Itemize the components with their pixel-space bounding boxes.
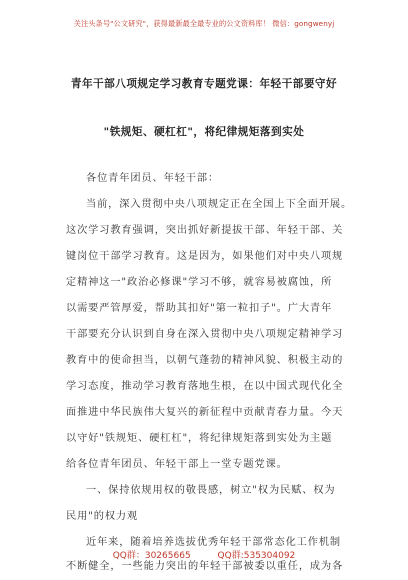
body-line: 当前，深入贯彻中央八项规定正在全国上下全面开展。 — [86, 199, 353, 210]
body-line: 不断健全，一些能力突出的年轻干部被委以重任，成为各 — [66, 561, 344, 572]
section-heading-line: 一、保持依规用权的敬畏感，树立"权为民赋、权为 — [86, 485, 336, 496]
body-line: 键岗位干部学习教育。这是因为，如果他们对中央八项规 — [66, 251, 344, 262]
body-line: 面推进中华民族伟大复兴的新征程中贡献青春力量。今天 — [66, 407, 344, 418]
section-heading-line: 民用"的权力观 — [66, 511, 139, 522]
body-line: 各位青年团员、年轻干部： — [86, 173, 220, 184]
body-line: 以需要严管厚爱，帮助其扣好"第一粒扣子"。广大青年 — [66, 303, 333, 314]
body-line: 学习态度，推动学习教育落地生根，在以中国式现代化全 — [66, 381, 344, 392]
footer-qq-groups — [0, 548, 408, 561]
header-notice: 关注头条号"公文研究"，获得最新最全最专业的公文资料库！ 微信：gongwenyj — [73, 19, 335, 28]
body-line: 给各位青年团员、年轻干部上一堂专题党课。 — [66, 459, 288, 470]
footer-qq-group-2: QQ群:535304092 — [217, 551, 296, 561]
document-title-line-1: 青年干部八项规定学习教育专题党课：年轻干部要守好 — [70, 78, 338, 90]
body-line: 定精神这一"政治必修课"学习不够，就容易被腐蚀，所 — [66, 277, 333, 288]
body-line: 这次学习教育强调，突出抓好新提拔干部、年轻干部、关 — [66, 225, 344, 236]
body-line: 以守好"铁规矩、硬杠杠"，将纪律规矩落到实处为主题 — [66, 433, 333, 444]
footer-qq-group-1: QQ群：30265665 — [112, 551, 191, 561]
document-title-line-2: "铁规矩、硬杠杠"，将纪律规矩落到实处 — [103, 126, 305, 138]
body-line: 干部要充分认识到自身在深入贯彻中央八项规定精神学习 — [66, 329, 344, 340]
body-line: 近年来，随着培养选拔优秀年轻干部常态化工作机制 — [86, 537, 342, 548]
body-line: 教育中的使命担当，以朝气蓬勃的精神风貌、积极主动的 — [66, 355, 344, 366]
